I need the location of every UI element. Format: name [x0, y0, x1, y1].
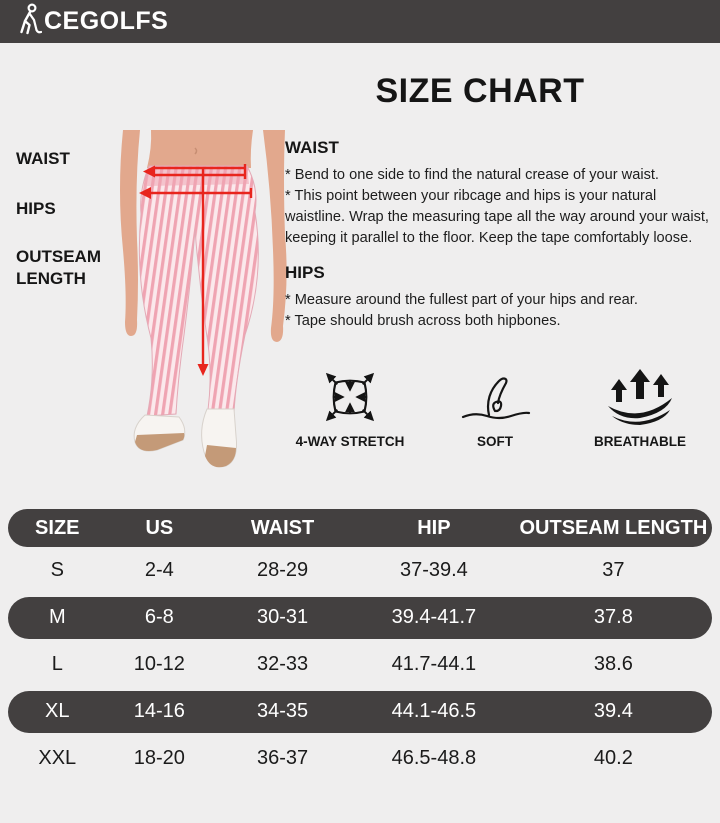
- fabric-features: [285, 368, 705, 449]
- cell-size: XXL: [38, 747, 77, 769]
- model-left-arm: [120, 130, 140, 336]
- model-pants: [139, 166, 258, 416]
- table-row-xl: [8, 691, 712, 733]
- model-right-arm: [263, 130, 287, 342]
- hips-heading: HIPS: [285, 263, 325, 283]
- cell-waist: 32-33: [256, 653, 309, 675]
- feature-breathable: [575, 368, 705, 449]
- soft-icon: [459, 368, 531, 426]
- cell-size: L: [51, 653, 63, 675]
- golfer-icon: [14, 2, 42, 41]
- cell-hip: 46.5-48.8: [391, 747, 477, 769]
- feature-label: BREATHABLE: [594, 434, 686, 449]
- feature-4-way-stretch: [285, 368, 415, 449]
- brand-logo: [14, 2, 168, 41]
- cell-outseam: 37.8: [593, 606, 633, 628]
- hips-instruction-1: * Measure around the fullest part of your hips and rear.: [285, 292, 638, 309]
- feature-label: SOFT: [477, 434, 513, 449]
- cell-us: 10-12: [133, 653, 185, 675]
- cell-us: 18-20: [133, 747, 185, 769]
- cell-us: 2-4: [144, 559, 174, 581]
- cell-waist: 36-37: [256, 747, 309, 769]
- table-row-s: [8, 547, 712, 594]
- size-table-header: [8, 509, 712, 547]
- four-way-stretch-icon: [320, 368, 380, 426]
- header-waist: WAIST: [250, 516, 315, 539]
- cell-us: 14-16: [133, 700, 185, 722]
- cell-outseam: 39.4: [593, 700, 633, 722]
- cell-waist: 30-31: [256, 606, 309, 628]
- header-hip: HIP: [417, 516, 451, 539]
- cell-hip: 41.7-44.1: [391, 653, 477, 675]
- cell-size: XL: [45, 700, 70, 722]
- table-row-l: [8, 641, 712, 688]
- hips-instruction-2: * Tape should brush across both hipbones.: [285, 313, 561, 330]
- brand-header: [0, 0, 720, 43]
- cell-hip: 39.4-41.7: [391, 606, 477, 628]
- cell-us: 6-8: [144, 606, 174, 628]
- cell-hip: 44.1-46.5: [391, 700, 477, 722]
- cell-hip: 37-39.4: [399, 559, 468, 581]
- feature-label: 4-WAY STRETCH: [295, 434, 405, 449]
- waist-heading: WAIST: [285, 138, 339, 157]
- hips-measure-label: HIPS: [16, 199, 56, 218]
- cell-waist: 34-35: [256, 700, 309, 722]
- outseam-measure-label: OUTSEAM LENGTH: [16, 247, 101, 289]
- breathable-icon: [602, 368, 678, 426]
- header-us: US: [145, 516, 174, 539]
- model-photo: [95, 130, 305, 485]
- feature-soft: [430, 368, 560, 449]
- table-row-xxl: [8, 735, 712, 782]
- model-torso: [147, 130, 253, 168]
- cell-outseam: 40.2: [593, 747, 633, 769]
- table-row-m: [8, 597, 712, 639]
- header-outseam: OUTSEAM LENGTH: [519, 516, 708, 539]
- size-table: [8, 509, 712, 782]
- cell-outseam: 38.6: [593, 653, 633, 675]
- cell-outseam: 37: [602, 559, 625, 581]
- header-size: SIZE: [35, 516, 80, 539]
- waist-instruction-2: * This point between your ribcage and hips is your natural waistline. Wrap the measuring tape all the way around your waist, keeping it parallel to the floor. Keep the tape comfortably loose.: [285, 187, 709, 246]
- page-title: SIZE CHART: [375, 72, 585, 110]
- cell-size: S: [50, 559, 64, 581]
- cell-waist: 28-29: [256, 559, 309, 581]
- waist-measure-label: WAIST: [16, 149, 70, 168]
- cell-size: M: [48, 606, 66, 628]
- measuring-instructions: [285, 138, 715, 332]
- brand-name: CEGOLFS: [44, 7, 169, 35]
- waist-instruction-1: * Bend to one side to find the natural crease of your waist.: [285, 167, 659, 183]
